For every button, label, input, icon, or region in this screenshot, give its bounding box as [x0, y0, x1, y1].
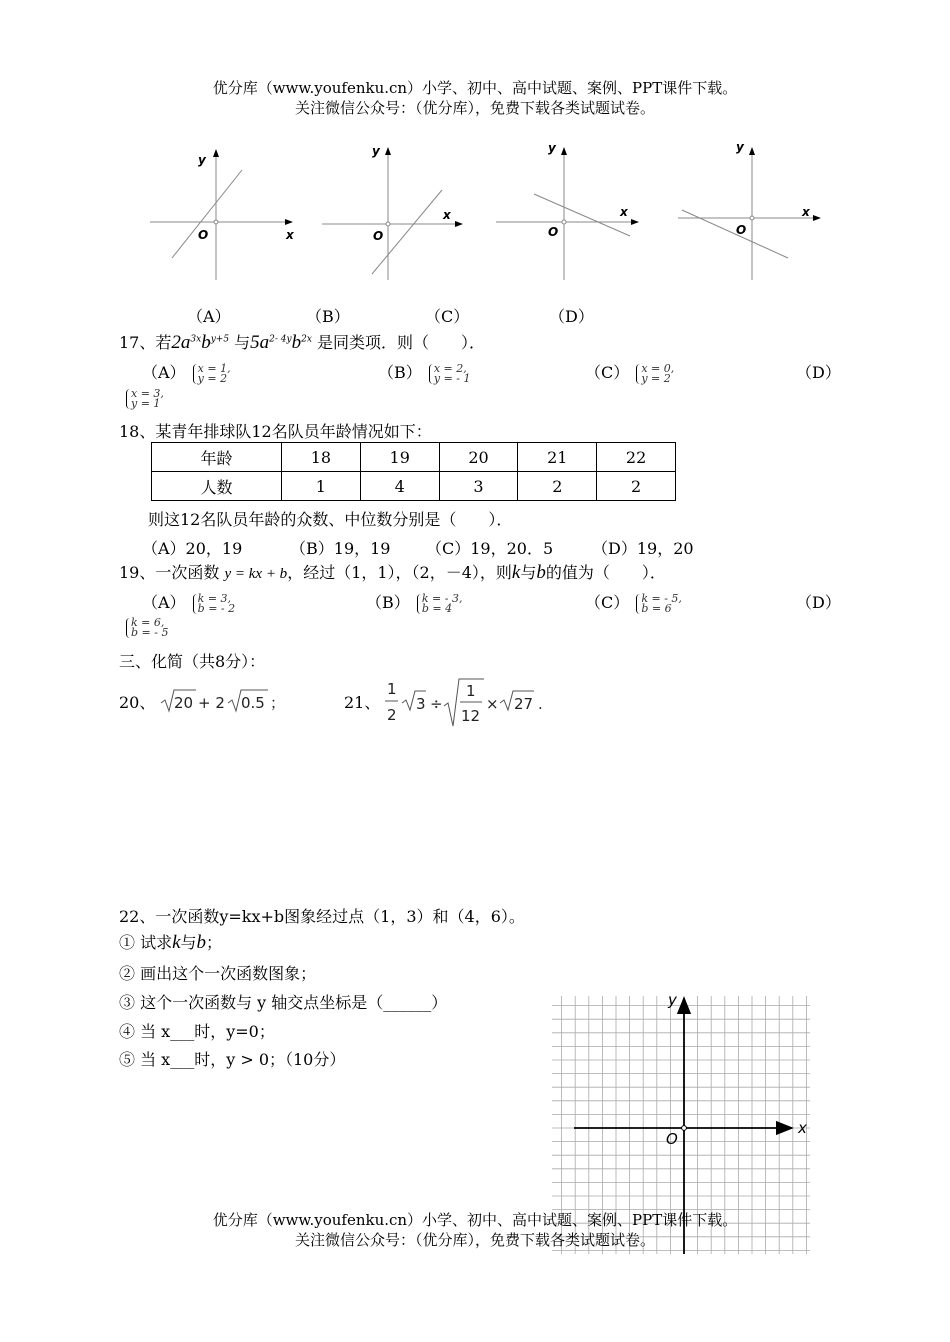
- q19-option-b: [366, 590, 462, 614]
- graph-label-d: （D）: [549, 307, 594, 326]
- q17-connector: 与: [234, 333, 251, 352]
- q20-radicand-1: 20: [174, 694, 194, 712]
- q17-option-b: [378, 360, 471, 384]
- q22-s1-prefix: ① 试求: [119, 933, 173, 952]
- q19-b: b: [536, 562, 546, 583]
- q19-k: k: [511, 562, 521, 583]
- graph-a-origin: O: [198, 228, 209, 242]
- q17-t2-a-exp: 2- 4y: [269, 334, 292, 345]
- q20-plus: + 2: [198, 694, 225, 712]
- q17-option-a-system: [193, 361, 231, 385]
- q20-expression: [158, 686, 286, 716]
- q19-option-c-label: （C）: [585, 593, 630, 612]
- q19-middle: ，经过（1，1），（2，－4），则: [287, 563, 512, 582]
- q22-s1-k: k: [172, 932, 181, 953]
- q19-c-eq1: k = - 5,: [641, 591, 682, 605]
- count-cell: 2: [597, 472, 676, 501]
- q18-option-c: （C）19，20．5: [426, 539, 554, 558]
- q17-t1-b-exp: y+5: [210, 334, 230, 345]
- q22-s1-end: ；: [206, 933, 223, 952]
- q22-step-5: ⑤ 当 x___时，y > 0；（10分）: [119, 1050, 346, 1069]
- q17-t1-a-exp: 3x: [190, 334, 202, 345]
- q19-d-eq2: b = - 5: [131, 625, 169, 639]
- q19-option-b-system: [417, 591, 463, 615]
- q17-t2-a: a: [259, 332, 270, 353]
- graph-d-y-label: y: [736, 140, 744, 154]
- q21-radicand-3: 27: [514, 695, 534, 713]
- q22-step-1: [119, 930, 222, 954]
- q21-num: 21、: [344, 693, 381, 712]
- q19-option-b-label: （B）: [366, 593, 410, 612]
- q22-s1-and: 与: [180, 933, 197, 952]
- q17-b-eq1: x = 2,: [433, 361, 467, 375]
- q18-question: 则这12名队员年龄的众数、中位数分别是（ ）．: [148, 510, 513, 529]
- graph-c-y-label: y: [548, 141, 556, 155]
- q22-step-2: ② 画出这个一次函数图象；: [119, 964, 317, 983]
- q19-suffix: 的值为（ ）．: [545, 563, 666, 582]
- q19-a-eq1: k = 3,: [197, 591, 232, 605]
- q17-a-eq1: x = 1,: [197, 361, 231, 375]
- q17-a-eq2: y = 2: [197, 371, 228, 385]
- footer-line-2: 关注微信公众号：（优分库），免费下载各类试题试卷。: [294, 1231, 655, 1249]
- graph-c: [496, 141, 638, 280]
- q18-option-a: （A）20，19: [142, 539, 243, 558]
- grid-origin-label: O: [666, 1130, 678, 1148]
- q17-suffix: 是同类项．则（ ）．: [317, 333, 486, 352]
- count-cell: 1: [282, 472, 361, 501]
- table-row: [152, 472, 676, 501]
- age-cell: 18: [282, 443, 361, 472]
- q20-num: 20、: [119, 693, 156, 712]
- origin-point: [682, 1126, 687, 1131]
- graph-d-x-label: x: [802, 205, 810, 219]
- q19-option-d-system: [126, 615, 169, 639]
- graph-b-y-label: y: [372, 144, 380, 158]
- q21-frac-num: 1: [387, 680, 397, 698]
- q19-func: y = kx + b: [224, 566, 288, 582]
- count-cell: 2: [518, 472, 597, 501]
- q17-t1-coef: 2: [171, 332, 181, 353]
- q21-end: .: [538, 695, 543, 713]
- q17-option-d: [124, 388, 164, 409]
- q17-c-eq2: y = 2: [641, 371, 671, 385]
- q17-d-eq1: x = 3,: [131, 386, 164, 400]
- q20-end: ；: [270, 694, 286, 712]
- q17-t1-a: a: [180, 332, 191, 353]
- age-cell: 20: [439, 443, 518, 472]
- count-cell: 3: [439, 472, 518, 501]
- q19-b-eq2: b = 4: [421, 601, 453, 615]
- q22-step-4: ④ 当 x___时，y=0；: [119, 1022, 275, 1041]
- count-row-header: 人数: [152, 472, 282, 501]
- q17-option-d-label: （D）: [796, 363, 841, 382]
- q19-c-eq2: b = 6: [641, 601, 672, 615]
- graph-label-c: （C）: [425, 307, 470, 326]
- table-row: [152, 443, 676, 472]
- graph-c-origin: O: [548, 225, 559, 239]
- q19-prefix: 19、一次函数: [119, 563, 220, 582]
- q18-option-d: （D）19，20: [592, 539, 694, 558]
- q17-option-c: [585, 360, 674, 384]
- q17-t1-b: b: [201, 332, 211, 353]
- age-cell: 19: [360, 443, 439, 472]
- q19-option-c: [585, 590, 682, 614]
- grid-x-label: x: [798, 1119, 807, 1137]
- age-table: [151, 442, 676, 501]
- q17-option-a-label: （A）: [142, 363, 186, 382]
- q19-option-c-system: [636, 591, 682, 615]
- q17-option-c-system: [636, 361, 675, 385]
- header-line-1: 优分库（www.youfenku.cn）小学、初中、高中试题、案例、PPT课件下载。: [212, 79, 738, 97]
- age-cell: 22: [597, 443, 676, 472]
- q22-step-3: ③ 这个一次函数与 y 轴交点坐标是（______）: [119, 993, 448, 1012]
- q17-option-b-system: [429, 361, 471, 385]
- q21-inner-den: 12: [461, 707, 481, 725]
- question-18-stem: 18、某青年排球队12名队员年龄情况如下：: [119, 422, 432, 441]
- q21-times: ×: [486, 695, 499, 713]
- q17-t2-coef: 5: [250, 332, 260, 353]
- option-graphs: [140, 138, 840, 298]
- q17-t2-b-exp: 2x: [301, 334, 312, 345]
- graph-b-x-label: x: [443, 208, 451, 222]
- q21-expression: [382, 676, 554, 730]
- graph-label-b: （B）: [306, 307, 350, 326]
- graph-d-origin: O: [736, 223, 747, 237]
- q17-c-eq1: x = 0,: [641, 361, 675, 375]
- graph-label-a: （A）: [187, 307, 231, 326]
- q17-option-c-label: （C）: [585, 363, 630, 382]
- q17-prefix: 17、若: [119, 333, 172, 352]
- q21-div: ÷: [430, 695, 443, 713]
- q19-option-d-label: （D）: [796, 593, 841, 612]
- q17-b-eq2: y = - 1: [433, 371, 471, 385]
- q19-and: 与: [520, 563, 537, 582]
- graph-a-line: [172, 170, 242, 258]
- graph-d-line: [682, 210, 788, 258]
- q19-option-a-label: （A）: [142, 593, 186, 612]
- q17-option-b-label: （B）: [378, 363, 422, 382]
- q21-radicand-1: 3: [416, 695, 426, 713]
- graph-a-x-label: x: [286, 228, 294, 242]
- q19-option-a-system: [193, 591, 236, 615]
- q18-option-b: （B）19，19: [290, 539, 391, 558]
- q17-d-eq2: y = 1: [131, 396, 161, 410]
- graph-b-origin: O: [373, 229, 384, 243]
- q20-radicand-2: 0.5: [241, 694, 265, 712]
- count-cell: 4: [360, 472, 439, 501]
- graph-d: [678, 140, 820, 280]
- q17-option-a: [142, 360, 231, 384]
- q17-option-d-system: [126, 386, 164, 410]
- footer-line-1: 优分库（www.youfenku.cn）小学、初中、高中试题、案例、PPT课件下载。: [212, 1211, 738, 1229]
- grid-y-label: y: [668, 991, 677, 1009]
- q19-d-eq1: k = 6,: [131, 615, 165, 629]
- q19-option-d: [124, 617, 168, 638]
- age-cell: 21: [518, 443, 597, 472]
- q22-s1-b: b: [196, 932, 207, 953]
- q19-b-eq1: k = - 3,: [421, 591, 463, 605]
- q19-a-eq2: b = - 2: [197, 601, 236, 615]
- graph-a-y-label: y: [198, 153, 206, 167]
- q19-option-a: [142, 590, 235, 614]
- q17-t2-b: b: [291, 332, 302, 353]
- question-19: [119, 560, 666, 584]
- q22-stem: 22、一次函数y=kx+b图象经过点（1，3）和（4，6）。: [119, 907, 525, 926]
- q21-inner-num: 1: [466, 682, 476, 700]
- graph-c-x-label: x: [620, 205, 628, 219]
- q21-frac-den: 2: [387, 706, 397, 724]
- graph-b: [322, 144, 462, 280]
- section-3-title: 三、化简（共8分）：: [119, 652, 266, 671]
- graph-a: [150, 150, 295, 280]
- question-17: [119, 330, 485, 354]
- header-line-2: 关注微信公众号：（优分库），免费下载各类试题试卷。: [294, 99, 655, 117]
- age-row-header: 年龄: [152, 443, 282, 472]
